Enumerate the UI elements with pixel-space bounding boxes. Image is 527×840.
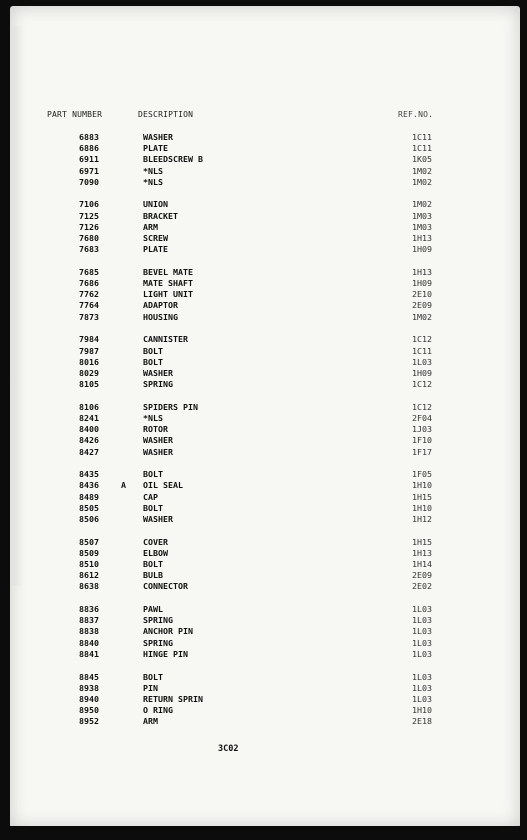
part-ref-no: 1M03 (412, 210, 432, 221)
part-description: OIL SEAL (143, 480, 183, 491)
part-ref-no: 1L03 (412, 637, 432, 648)
part-number: 8638 (79, 581, 99, 592)
part-number: 7984 (79, 334, 99, 345)
part-ref-no: 1H13 (412, 233, 432, 243)
part-number: 7683 (79, 244, 99, 255)
part-ref-no: 1C12 (412, 334, 432, 345)
part-number: 6971 (79, 165, 99, 176)
part-ref-no: 1C11 (412, 132, 432, 142)
part-number: 8106 (79, 401, 99, 412)
part-ref-no: 1L03 (412, 671, 432, 682)
part-row (10, 492, 520, 503)
part-row (10, 615, 520, 626)
part-row (10, 548, 520, 559)
part-row (10, 705, 520, 716)
part-row (10, 244, 520, 255)
part-row (10, 166, 520, 177)
part-row (10, 413, 520, 424)
part-number: 8510 (79, 559, 99, 569)
part-number: 8489 (79, 491, 99, 502)
part-row (10, 267, 520, 278)
part-ref-no: 2E09 (412, 570, 432, 581)
part-ref-no: 1F05 (412, 469, 432, 480)
part-row (10, 177, 520, 188)
part-description: WASHER (143, 132, 173, 142)
part-description: ELBOW (143, 547, 168, 558)
part-row (10, 514, 520, 525)
part-ref-no: 1M03 (412, 221, 432, 232)
part-number: 8505 (79, 502, 99, 513)
part-description: BOLT (143, 469, 163, 480)
part-description: BRACKET (143, 210, 178, 221)
part-number: 6883 (79, 132, 99, 142)
part-ref-no: 1M02 (412, 165, 432, 176)
part-description: WASHER (143, 513, 173, 524)
part-row (10, 480, 520, 491)
part-ref-no: 1L03 (412, 682, 432, 693)
part-number: 7873 (79, 311, 99, 322)
part-row (10, 435, 520, 446)
part-ref-no: 1H09 (412, 367, 432, 378)
part-row (10, 379, 520, 390)
parts-group (10, 672, 520, 728)
part-description: ARM (143, 221, 158, 232)
part-number: 8426 (79, 435, 99, 446)
part-description: ADAPTOR (143, 300, 178, 311)
part-ref-no: 2E18 (412, 716, 432, 727)
part-description: *NLS (143, 412, 163, 423)
part-ref-no: 2E02 (412, 581, 432, 592)
part-number: 8105 (79, 379, 99, 390)
part-description: RETURN SPRIN (143, 693, 203, 704)
part-ref-no: 1K05 (412, 154, 432, 165)
part-row (10, 581, 520, 592)
part-row (10, 469, 520, 480)
part-ref-no: 2F04 (412, 412, 432, 423)
part-description: WASHER (143, 446, 173, 457)
part-row (10, 154, 520, 165)
part-number: 8029 (79, 367, 99, 378)
part-number: 7090 (79, 176, 99, 187)
part-number: 7764 (79, 300, 99, 311)
header-description: DESCRIPTION (138, 110, 194, 119)
part-description: BOLT (143, 671, 163, 682)
part-description: SPRING (143, 615, 173, 626)
parts-group (10, 402, 520, 458)
part-description: BLEEDSCREW B (143, 154, 203, 165)
part-ref-no: 2E10 (412, 289, 432, 300)
part-number: 7685 (79, 266, 99, 277)
part-number: 7680 (79, 233, 99, 243)
part-row (10, 289, 520, 300)
part-number: 7686 (79, 278, 99, 289)
part-description: *NLS (143, 176, 163, 187)
page-code: 3C02 (218, 744, 239, 754)
part-ref-no: 1H15 (412, 491, 432, 502)
part-description: SPIDERS PIN (143, 401, 198, 412)
part-ref-no: 1H09 (412, 278, 432, 289)
parts-group (10, 199, 520, 255)
part-description: SCREW (143, 233, 168, 243)
part-row (10, 638, 520, 649)
part-description: BOLT (143, 559, 163, 569)
parts-group (10, 604, 520, 660)
part-number: 8400 (79, 424, 99, 435)
part-number: 8436 (79, 480, 99, 491)
part-description: ARM (143, 716, 158, 727)
part-ref-no: 1M02 (412, 199, 432, 210)
part-ref-no: 1H15 (412, 536, 432, 547)
part-ref-no: 1F10 (412, 435, 432, 446)
part-description: COVER (143, 536, 168, 547)
part-row (10, 300, 520, 311)
part-ref-no: 1C11 (412, 345, 432, 356)
part-description: PLATE (143, 244, 168, 255)
part-number: 7126 (79, 221, 99, 232)
part-ref-no: 1C12 (412, 401, 432, 412)
part-number: 7762 (79, 289, 99, 300)
part-description: *NLS (143, 165, 163, 176)
part-row (10, 312, 520, 323)
part-row (10, 222, 520, 233)
part-description: HOUSING (143, 311, 178, 322)
part-ref-no: 1H13 (412, 266, 432, 277)
part-number: 8506 (79, 513, 99, 524)
part-number: 8940 (79, 693, 99, 704)
part-row (10, 278, 520, 289)
part-number: 8427 (79, 446, 99, 457)
header-ref-no: REF.NO. (398, 110, 434, 119)
part-description: CANNISTER (143, 334, 188, 345)
part-ref-no: 1L03 (412, 604, 432, 615)
part-description: BOLT (143, 345, 163, 356)
part-row (10, 334, 520, 345)
part-flag: A (121, 480, 126, 491)
part-number: 6911 (79, 154, 99, 165)
part-ref-no: 1H12 (412, 513, 432, 524)
part-ref-no: 1C12 (412, 379, 432, 390)
part-row (10, 143, 520, 154)
part-number: 8435 (79, 469, 99, 480)
part-ref-no: 1L03 (412, 648, 432, 659)
part-row (10, 649, 520, 660)
part-number: 8950 (79, 705, 99, 716)
part-number: 8241 (79, 412, 99, 423)
part-number: 7125 (79, 210, 99, 221)
part-row (10, 626, 520, 637)
parts-group (10, 334, 520, 390)
parts-group (10, 267, 520, 323)
part-ref-no: 2E09 (412, 300, 432, 311)
part-description: SPRING (143, 637, 173, 648)
part-row (10, 537, 520, 548)
part-row (10, 424, 520, 435)
part-row (10, 672, 520, 683)
part-number: 8938 (79, 682, 99, 693)
part-number: 8840 (79, 637, 99, 648)
part-description: ROTOR (143, 424, 168, 435)
part-row (10, 132, 520, 143)
part-row (10, 357, 520, 368)
parts-group (10, 469, 520, 525)
part-description: CAP (143, 491, 158, 502)
part-row (10, 233, 520, 244)
part-ref-no: 1L03 (412, 615, 432, 626)
part-row (10, 199, 520, 210)
part-ref-no: 1M02 (412, 311, 432, 322)
part-ref-no: 1H10 (412, 480, 432, 491)
part-ref-no: 1H10 (412, 705, 432, 716)
part-row (10, 570, 520, 581)
part-description: WASHER (143, 435, 173, 446)
part-ref-no: 1H14 (412, 559, 432, 569)
part-description: UNION (143, 199, 168, 210)
part-description: MATE SHAFT (143, 278, 193, 289)
part-row (10, 604, 520, 615)
part-ref-no: 1H13 (412, 547, 432, 558)
part-description: O RING (143, 705, 173, 716)
part-row (10, 503, 520, 514)
part-ref-no: 1L03 (412, 356, 432, 367)
part-ref-no: 1L03 (412, 693, 432, 704)
part-description: WASHER (143, 367, 173, 378)
document-page (10, 6, 520, 828)
part-description: LIGHT UNIT (143, 289, 193, 300)
header-part-number: PART NUMBER (47, 110, 103, 119)
part-description: HINGE PIN (143, 648, 188, 659)
part-ref-no: 1J03 (412, 424, 432, 435)
part-row (10, 559, 520, 570)
part-number: 8952 (79, 716, 99, 727)
part-number: 8507 (79, 536, 99, 547)
parts-group (10, 537, 520, 593)
part-description: PLATE (143, 143, 168, 154)
part-number: 8509 (79, 547, 99, 558)
part-row (10, 211, 520, 222)
part-row (10, 368, 520, 379)
parts-list (10, 132, 520, 739)
part-number: 8612 (79, 570, 99, 581)
part-ref-no: 1M02 (412, 176, 432, 187)
part-ref-no: 1C11 (412, 143, 432, 154)
part-number: 7106 (79, 199, 99, 210)
part-number: 7987 (79, 345, 99, 356)
part-number: 8838 (79, 626, 99, 637)
part-description: BULB (143, 570, 163, 581)
part-description: BEVEL MATE (143, 266, 193, 277)
scan-bottom-strip (0, 826, 527, 840)
part-row (10, 683, 520, 694)
part-number: 6886 (79, 143, 99, 154)
part-description: SPRING (143, 379, 173, 390)
part-description: PAWL (143, 604, 163, 615)
part-ref-no: 1H10 (412, 502, 432, 513)
part-row (10, 694, 520, 705)
part-description: BOLT (143, 502, 163, 513)
part-description: PIN (143, 682, 158, 693)
part-row (10, 447, 520, 458)
part-number: 8845 (79, 671, 99, 682)
part-ref-no: 1F17 (412, 446, 432, 457)
part-description: ANCHOR PIN (143, 626, 193, 637)
parts-group (10, 132, 520, 188)
part-number: 8016 (79, 356, 99, 367)
part-description: BOLT (143, 356, 163, 367)
part-number: 8841 (79, 648, 99, 659)
part-ref-no: 1H09 (412, 244, 432, 255)
part-number: 8837 (79, 615, 99, 626)
part-row (10, 346, 520, 357)
part-description: CONNECTOR (143, 581, 188, 592)
part-row (10, 402, 520, 413)
part-ref-no: 1L03 (412, 626, 432, 637)
part-number: 8836 (79, 604, 99, 615)
part-row (10, 716, 520, 727)
